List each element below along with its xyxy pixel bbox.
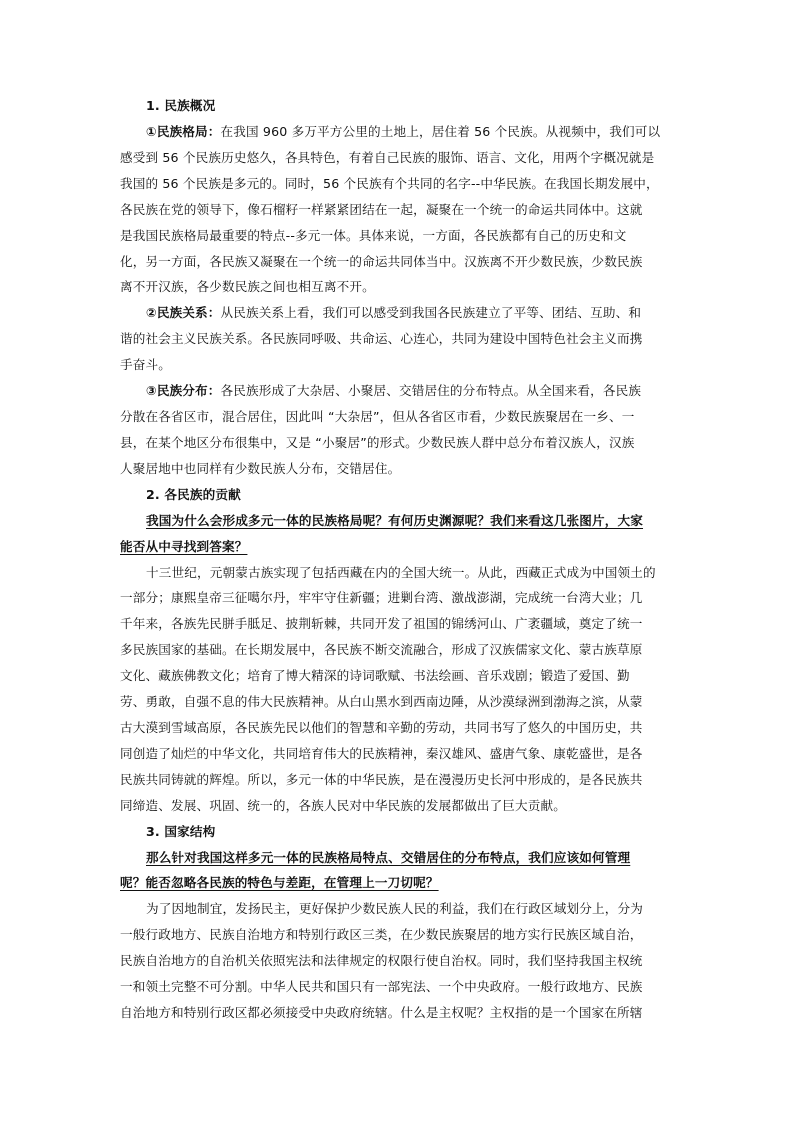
ethnic-distribution-line-1: ③民族分布：各民族形成了大杂居、小聚居、交错居住的分布特点。从全国来看，各民族 <box>146 383 642 398</box>
ethnic-pattern-line-2: 感受到 56 个民族历史悠久，各具特色，有着自己民族的服饰、语言、文化，用两个字概况就是 <box>120 150 655 165</box>
contribution-line-7: 古大漠到雪域高原，各民族先民以他们的智慧和辛勤的劳动，共同书写了悠久的中国历史，共 <box>120 720 643 735</box>
contribution-line-9: 民族共同铸就的辉煌。所以，多元一体的中华民族，是在漫漫历史长河中形成的，是各民族共 <box>120 772 643 787</box>
ethnic-distribution-label: ③民族分布： <box>146 383 221 398</box>
section-3-question-line-1: 那么针对我国这样多元一体的民族格局特点、交错居住的分布特点，我们应该如何管理 <box>146 850 631 865</box>
contribution-line-2: 一部分；康熙皇帝三征噶尔丹，牢牢守住新疆；进剿台湾、激战澎湖，完成统一台湾大业；几 <box>120 590 643 605</box>
ethnic-relations-line-1: ②民族关系：从民族关系上看，我们可以感受到我国各民族建立了平等、团结、互助、和 <box>146 305 642 320</box>
contribution-line-1: 十三世纪，元朝蒙古族实现了包括西藏在内的全国大统一。从此，西藏正式成为中国领土的 <box>146 565 656 580</box>
structure-line-1: 为了因地制宜，发扬民主，更好保护少数民族人民的利益，我们在行政区域划分上，分为 <box>146 901 644 916</box>
ethnic-pattern-line-3: 我国的 56 个民族是多元的。同时，56 个民族有个共同的名字--中华民族。在我国长期发展中， <box>120 176 659 191</box>
ethnic-distribution-line-2: 分散在各省区市，混合居住，因此叫 “大杂居”，但从各省区市看，少数民族聚居在一乡、一 <box>120 409 635 424</box>
contribution-line-8: 同创造了灿烂的中华文化，共同培育伟大的民族精神，秦汉雄风、盛唐气象、康乾盛世，是各 <box>120 746 643 761</box>
section-3-heading: 3. 国家结构 <box>146 824 216 839</box>
structure-line-3: 民族自治地方的自治机关依照宪法和法律规定的权限行使自治权。同时，我们坚持我国主权统 <box>120 953 643 968</box>
contribution-line-10: 同缔造、发展、巩固、统一的，各族人民对中华民族的发展都做出了巨大贡献。 <box>120 798 567 813</box>
ethnic-distribution-line-4: 人聚居地中也同样有少数民族人分布，交错居住。 <box>120 461 401 476</box>
ethnic-pattern-line-5: 是我国民族格局最重要的特点--多元一体。具体来说，一方面，各民族都有自己的历史和文 <box>120 228 627 243</box>
ethnic-pattern-line-4: 各民族在党的领导下，像石榴籽一样紧紧团结在一起，凝聚在一个统一的命运共同体中。这就 <box>120 202 643 217</box>
ethnic-relations-label: ②民族关系： <box>146 305 221 320</box>
section-1-heading: 1. 民族概况 <box>146 98 216 113</box>
section-3-question-line-2: 呢？能否忽略各民族的特色与差距，在管理上一刀切呢？ <box>120 875 439 890</box>
contribution-line-4: 多民族国家的基础。在长期发展中，各民族不断交流融合，形成了汉族儒家文化、蒙古族草原 <box>120 642 643 657</box>
ethnic-relations-line-2: 谐的社会主义民族关系。各民族同呼吸、共命运、心连心，共同为建设中国特色社会主义而携 <box>120 331 643 346</box>
ethnic-pattern-line-6: 化，另一方面，各民族又凝聚在一个统一的命运共同体当中。汉族离不开少数民族，少数民族 <box>120 254 643 269</box>
contribution-line-6: 劳、勇敢，自强不息的伟大民族精神。从白山黑水到西南边陲，从沙漠绿洲到渤海之滨，从蒙 <box>120 694 643 709</box>
ethnic-pattern-label: ①民族格局： <box>146 124 221 139</box>
ethnic-pattern-line-7: 离不开汉族，各少数民族之间也相互离不开。 <box>120 279 375 294</box>
section-2-question-line-2: 能否从中寻找到答案？ <box>120 539 248 554</box>
ethnic-relations-line-3: 手奋斗。 <box>120 357 171 372</box>
structure-line-4: 一和领土完整不可分割。中华人民共和国只有一部宪法、一个中央政府。一般行政地方、民族 <box>120 979 643 994</box>
ethnic-pattern-line-1: ①民族格局：在我国 960 多万平方公里的土地上，居住着 56 个民族。从视频中，我们可以 <box>146 124 661 139</box>
contribution-line-5: 文化、藏族佛教文化；培育了博大精深的诗词歌赋、书法绘画、音乐戏剧；锻造了爱国、勤 <box>120 668 630 683</box>
ethnic-distribution-line-3: 县，在某个地区分布很集中，又是 “小聚居”的形式。少数民族人群中总分布着汉族人，汉族 <box>120 435 635 450</box>
contribution-line-3: 千年来，各族先民胼手胝足、披荆斩棘，共同开发了祖国的锦绣河山、广袤疆域，奠定了统一 <box>120 616 643 631</box>
section-2-question-line-1: 我国为什么会形成多元一体的民族格局呢？有何历史渊源呢？我们来看这几张图片，大家 <box>146 513 644 528</box>
structure-line-2: 一般行政地方、民族自治地方和特别行政区三类，在少数民族聚居的地方实行民族区域自治， <box>120 927 643 942</box>
section-2-heading: 2. 各民族的贡献 <box>146 487 241 502</box>
structure-line-5: 自治地方和特别行政区都必须接受中央政府统辖。什么是主权呢？主权指的是一个国家在所辖 <box>120 1005 643 1020</box>
